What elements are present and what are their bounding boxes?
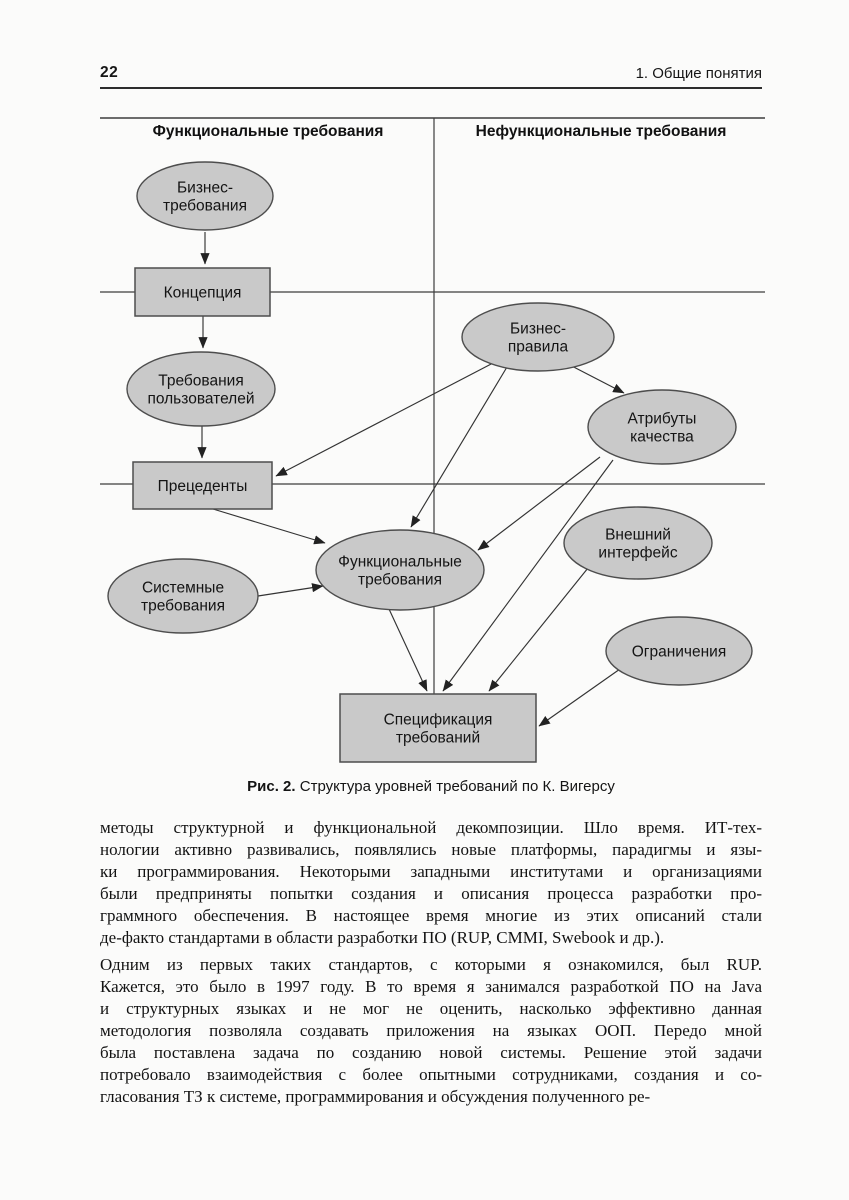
body-line: методы структурной и функциональной декомпозиции. Шло время. ИТ-тех-	[100, 818, 762, 837]
body-line: де-факто стандартами в области разработки ПО (RUP, CMMI, Swebook и др.).	[100, 928, 665, 947]
node-precedents	[133, 462, 272, 509]
column-header-functional: Функциональные требования	[152, 123, 384, 140]
node-label-system: Системные требования	[141, 579, 225, 615]
body-text	[100, 817, 762, 1108]
figure-caption-label: Рис. 2.	[247, 778, 296, 795]
body-line: граммного обеспечения. В настоящее время многие из этих описаний стали	[100, 906, 762, 925]
arrow-external-to-spec	[489, 568, 588, 691]
body-line: была поставлена задача по созданию новой системы. Решение этой задачи	[100, 1043, 762, 1062]
paragraph-2	[100, 954, 762, 1108]
node-label-functional: Функциональные требования	[338, 553, 462, 589]
node-concept	[135, 268, 270, 316]
body-line: методология позволяла создавать приложения на языках ООП. Передо мной	[100, 1021, 762, 1040]
node-label-precedents: Прецеденты	[157, 478, 248, 495]
node-constraints	[606, 617, 752, 685]
node-spec	[340, 694, 536, 762]
node-user-req	[127, 352, 275, 426]
running-head	[100, 64, 762, 84]
node-external	[564, 507, 712, 579]
requirements-diagram	[0, 110, 849, 770]
figure-caption	[100, 778, 762, 795]
node-label-biz-req: Бизнес-требования	[163, 179, 247, 215]
arrow-biz-rules-to-functional	[411, 367, 507, 527]
arrow-constraints-to-spec	[539, 669, 620, 726]
node-label-constraints: Ограничения	[631, 643, 727, 661]
node-label-biz-rules: Бизнес-правила	[507, 320, 569, 356]
node-biz-rules	[462, 303, 614, 371]
node-quality	[588, 390, 736, 464]
column-header-nonfunctional: Нефункциональные требования	[475, 123, 727, 140]
arrow-system-to-functional	[258, 586, 323, 596]
page-number: 22	[100, 64, 119, 81]
node-functional	[316, 530, 484, 610]
body-line: гласования ТЗ к системе, программирования и обсуждения полученного ре-	[100, 1087, 651, 1106]
body-line: ки программирования. Некоторыми западными институтами и организациями	[100, 862, 762, 881]
node-label-user-req: Требования пользователей	[147, 372, 255, 408]
body-line: и структурных языках и не мог не оценить, насколько эффективно данная	[100, 999, 762, 1018]
header-rule	[100, 87, 762, 89]
node-biz-req	[137, 162, 273, 230]
body-line: нологии активно развивались, появлялись новые платформы, парадигмы и язы-	[100, 840, 762, 859]
body-line: были предприняты попытки создания и описания процесса разработки про-	[100, 884, 762, 903]
node-system	[108, 559, 258, 633]
arrow-functional-to-spec	[389, 609, 427, 691]
arrow-precedents-to-functional	[213, 509, 325, 543]
arrow-biz-rules-to-precedents	[276, 362, 495, 476]
body-line: потребовало взаимодействия с более опытными сотрудниками, создания и со-	[100, 1065, 762, 1084]
node-label-external: Внешний интерфейс	[598, 526, 678, 562]
chapter-title: 1. Общие понятия	[635, 65, 762, 82]
body-line: Кажется, это было в 1997 году. В то время я занимался разработкой ПО на Java	[100, 977, 762, 996]
node-label-quality: Атрибуты качества	[627, 410, 697, 446]
figure-requirements-structure	[0, 110, 849, 810]
node-label-spec: Спецификация требований	[383, 711, 493, 747]
paragraph-1	[100, 817, 762, 949]
body-line: Одним из первых таких стандартов, с которыми я ознакомился, был RUP.	[100, 955, 762, 974]
figure-caption-text: Структура уровней требований по К. Вигерсу	[295, 778, 615, 795]
node-label-concept: Концепция	[163, 284, 242, 302]
